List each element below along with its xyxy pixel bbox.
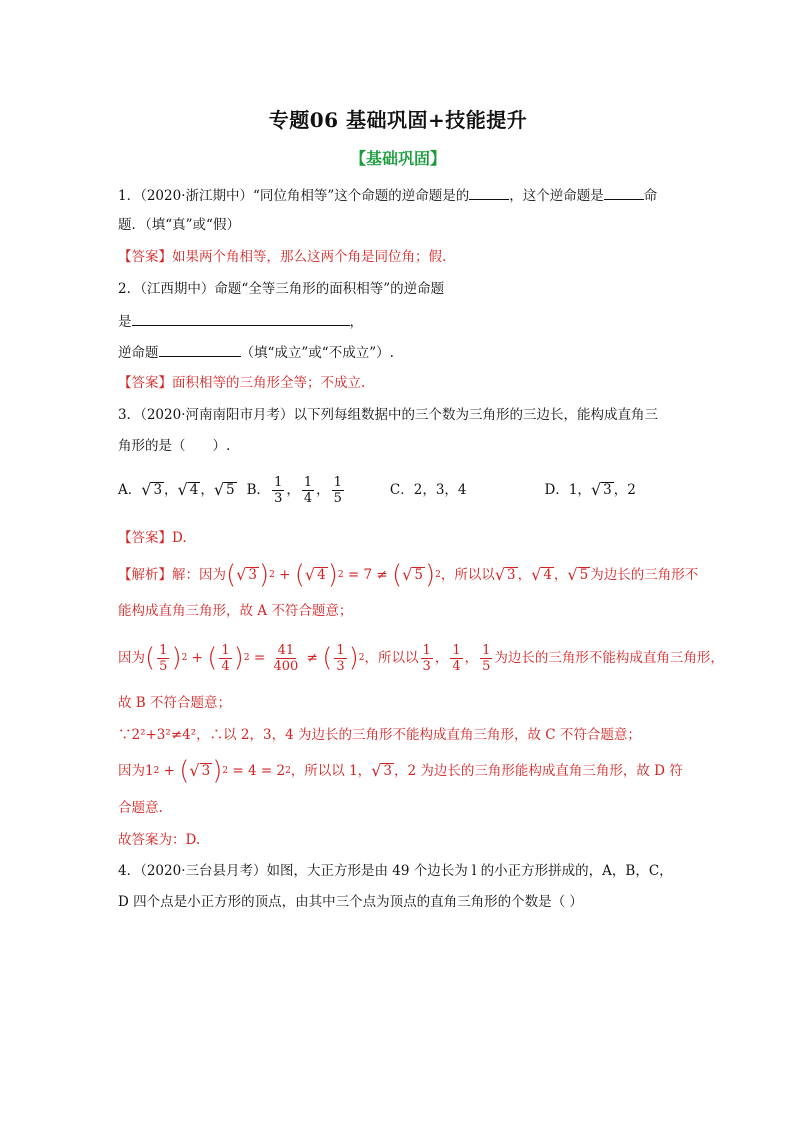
q2-blank-1 xyxy=(132,311,350,326)
q2-blank-2 xyxy=(159,342,241,357)
q3-analysis-5: ∵2²+3²≠4²，∴以 2，3，4 为边长的三角形不能构成直角三角形，故 C 不符合题意； xyxy=(118,727,641,743)
q3-line2: 角形的是（ ）. xyxy=(118,438,231,454)
q3-analysis-6: 因为 1 2 + ( √ 3 ) 2 = 4 = 2 2 ，所以以 1， √ 3 ，2 为边长的三角形能构成直角三角形，故 D 符 xyxy=(118,756,683,786)
page-title: 专题06 基础巩固+技能提升 xyxy=(268,108,528,132)
option-d-label: D．1， xyxy=(544,482,591,498)
q1-answer: 【答案】如果两个角相等，那么这两个角是同位角；假. xyxy=(118,249,447,265)
q1-blank-2 xyxy=(604,185,644,200)
q3-analysis-2: 能构成直角三角形，故 A 不符合题意； xyxy=(118,603,353,619)
q4-line1: 4．（2020·三台县月考）如图，大正方形是由 49 个边长为 l 的小正方形拼成的，A，B，C， xyxy=(118,863,673,879)
section-heading: 【基础巩固】 xyxy=(349,149,446,168)
q2-answer: 【答案】面积相等的三角形全等；不成立. xyxy=(118,375,366,391)
q2-line1: 2．（江西期中）命题“全等三角形的面积相等”的逆命题 xyxy=(118,281,445,297)
q3-analysis-1: 【解析】 解：因为 ( √ 3 ) 2 + ( √ 4 ) 2 = 7 ≠ ( √ 5 ) 2 ，所以以 √ 3 ， √ 4 ， √ 5 为边长的三角形不 xyxy=(118,560,699,590)
q3-answer: 【答案】D. xyxy=(118,530,187,546)
q3-analysis-8: 故答案为：D. xyxy=(118,832,201,848)
q1-line1: 1．（2020·浙江期中）“同位角相等”这个命题的逆命题是的 ，这个逆命题是 命 xyxy=(118,185,657,206)
q3-line1: 3．（2020·河南南阳市月考）以下列每组数据中的三个数为三角形的三边长，能构成直角三 xyxy=(118,407,658,423)
option-a-label: A． xyxy=(118,482,142,498)
q3-analysis-3: 因为 ( $\frac{1}{5}$ ) 2 + ( $\frac{1}{4}$ ) 2 = $\frac{41}{400}$ ≠ ( $\frac{1}{3}$ ) 2 ，所以以 $\frac{1}{3}$ ， $\frac{1}{4}$ ， $\frac{1}{5}$ 为边长的三角形不能构成直角三角形， xyxy=(118,642,724,674)
q4-line2: D 四个点是小正方形的顶点，由其中三个点为顶点的直角三角形的个数是（ ） xyxy=(118,894,583,910)
q3-analysis-4: 故 B 不符合题意； xyxy=(118,695,232,711)
q2-line2: 是 ， xyxy=(118,311,363,332)
q1-line2: 题．（填“真”或“假） xyxy=(118,217,240,233)
q3-analysis-7: 合题意. xyxy=(118,800,163,816)
q1-blank-1 xyxy=(469,185,509,200)
option-b-label: B． xyxy=(246,482,271,498)
q2-line3: 逆命题 （填“成立”或“不成立”）. xyxy=(118,342,394,363)
q3-options: A． √ 3 ， √ 4 ， √ 5 B． $\frac{1}{3}$ ， $\frac{1}{4}$ ， $\frac{1}{5}$ C．2，3，4 D．1， √ 3 ，2 xyxy=(118,474,636,506)
option-c: C．2，3，4 xyxy=(389,482,467,498)
